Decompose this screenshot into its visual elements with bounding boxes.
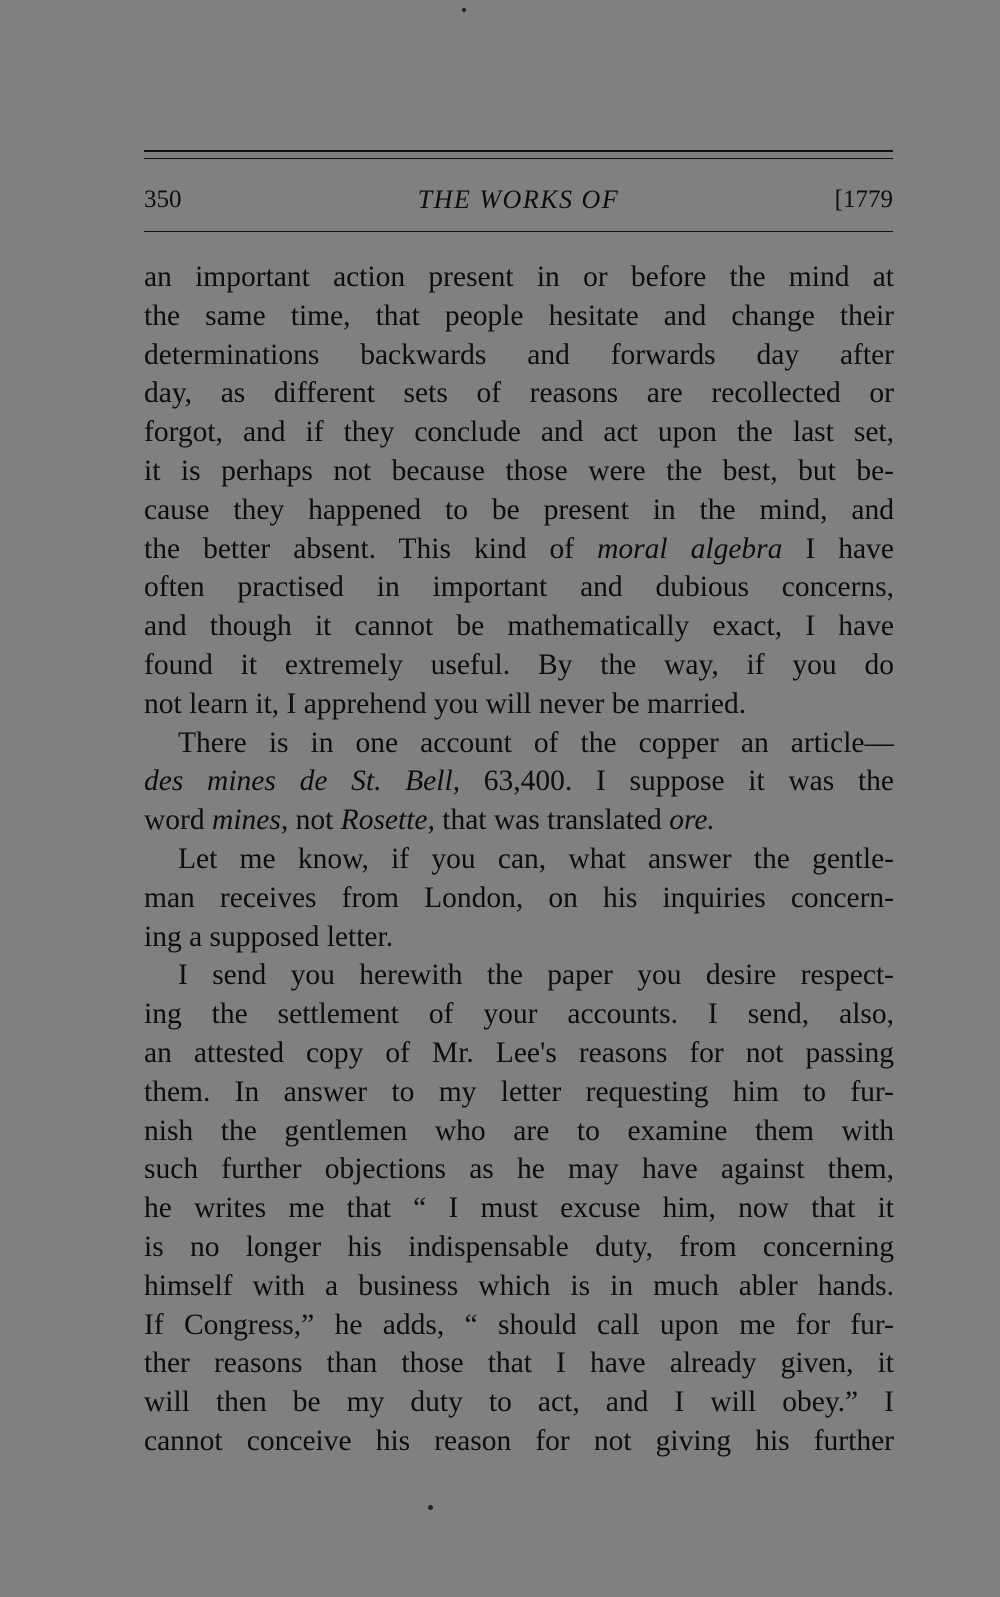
text-line (144, 801, 894, 840)
body-text (144, 258, 894, 1461)
text-segment: cause they happened to be present in the mind, and (144, 493, 894, 526)
text-segment: ther reasons than those that I have already given, it (144, 1347, 894, 1380)
text-segment: I have (782, 532, 894, 565)
print-speck (462, 8, 466, 12)
text-segment: it is perhaps not because those were the best, but be- (144, 454, 894, 487)
text-segment: the better absent. This kind of (144, 532, 598, 565)
text-segment: often practised in important and dubious concerns, (144, 571, 894, 604)
text-segment: I send you herewith the paper you desire respect- (178, 959, 894, 992)
text-line (144, 956, 894, 995)
text-line (144, 1034, 894, 1073)
text-segment: and though it cannot be mathematically exact, I have (144, 610, 894, 643)
text-line (144, 374, 894, 413)
text-segment: Let me know, if you can, what answer the gentle- (178, 842, 894, 875)
italic-text: ore. (669, 804, 715, 837)
text-segment: an attested copy of Mr. Lee's reasons for not passing (144, 1036, 894, 1069)
italic-text: Rosette, (340, 804, 435, 837)
text-line (144, 568, 894, 607)
text-line (144, 258, 894, 297)
text-segment: that was translated (434, 804, 670, 837)
text-line (144, 1267, 894, 1306)
print-speck (428, 1505, 433, 1510)
text-segment: an important action present in or before the mind at (144, 261, 894, 293)
text-segment: is no longer his indispensable duty, from concerning (144, 1230, 894, 1263)
text-segment: forgot, and if they conclude and act upon the last set, (144, 416, 894, 449)
text-segment: the same time, that people hesitate and change their (144, 299, 894, 332)
text-line (144, 1189, 894, 1228)
page-number: 350 (144, 186, 182, 213)
text-segment: determinations backwards and forwards day after (144, 338, 894, 371)
text-line (144, 995, 894, 1034)
text-segment: he writes me that “ I must excuse him, now that it (144, 1192, 894, 1225)
text-segment: ing a supposed letter. (144, 920, 394, 953)
italic-text: mines, (212, 804, 289, 837)
text-line (144, 840, 894, 879)
text-segment: will then be my duty to act, and I will obey.” I (144, 1386, 894, 1419)
text-line (144, 918, 894, 957)
italic-text: des mines de St. Bell, (144, 765, 461, 798)
text-segment: them. In answer to my letter requesting him to fur- (144, 1075, 894, 1108)
italic-text: moral algebra (597, 532, 783, 565)
top-rule-secondary (144, 158, 893, 159)
text-line (144, 491, 894, 530)
text-segment: himself with a business which is in much abler hands. (144, 1269, 894, 1302)
text-line (144, 336, 894, 375)
text-line (144, 1228, 894, 1267)
text-line (144, 530, 894, 569)
text-segment: not (288, 804, 341, 837)
text-segment: day, as different sets of reasons are recollected or (144, 377, 894, 410)
text-line (144, 685, 894, 724)
text-segment: such further objections as he may have against them, (144, 1153, 894, 1186)
text-line (144, 724, 894, 763)
text-line (144, 1306, 894, 1345)
text-segment: There is in one account of the copper an article— (178, 726, 894, 759)
text-segment: nish the gentlemen who are to examine them with (144, 1114, 894, 1147)
text-segment: word (144, 804, 213, 837)
text-segment: man receives from London, on his inquiries concern- (144, 881, 894, 914)
text-segment: cannot conceive his reason for not giving his further (144, 1424, 894, 1457)
running-header (144, 183, 893, 217)
text-line (144, 1422, 894, 1461)
text-line (144, 646, 894, 685)
text-line (144, 452, 894, 491)
text-segment: ing the settlement of your accounts. I send, also, (144, 998, 894, 1031)
text-line (144, 762, 894, 801)
text-segment: not learn it, I apprehend you will never be married. (144, 687, 747, 720)
text-line (144, 879, 894, 918)
text-line (144, 1383, 894, 1422)
text-line (144, 297, 894, 336)
top-rule (144, 150, 893, 152)
text-line (144, 607, 894, 646)
text-segment: found it extremely useful. By the way, if you do (144, 648, 894, 681)
text-segment: If Congress,” he adds, “ should call upon me for fur- (144, 1308, 894, 1341)
text-line (144, 1344, 894, 1383)
text-line (144, 1073, 894, 1112)
text-line (144, 413, 894, 452)
text-segment: 63,400. I suppose it was the (460, 765, 894, 798)
text-line (144, 1150, 894, 1189)
text-line (144, 1112, 894, 1151)
running-title: THE WORKS OF (417, 185, 620, 214)
running-year: [1779 (834, 186, 893, 213)
header-rule (144, 231, 893, 232)
